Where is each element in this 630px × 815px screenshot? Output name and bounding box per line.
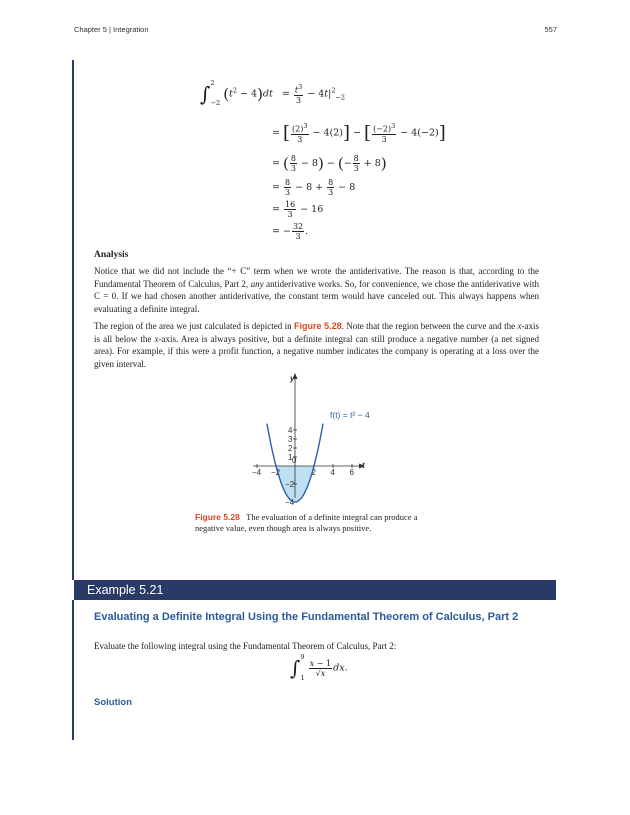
function-label: f(t) = t² − 4 [330, 410, 370, 420]
y-axis-name: y [290, 374, 295, 383]
solution-heading: Solution [94, 697, 132, 708]
x-tick-label: 6 [349, 468, 354, 477]
figure-reference-link[interactable]: Figure 5.28 [293, 321, 342, 331]
example-side-bar-2 [72, 600, 74, 740]
y-tick-label: 1 [288, 453, 293, 462]
x-tick-label: −2 [271, 468, 281, 477]
equation-line-6: = − $\frac{32}{3}$ . [272, 222, 309, 241]
region-paragraph: The region of the area we just calculated is depicted in Figure 5.28. Note that the region between the curve and the x-axis is all below the x-axis. Area is always positive, but a definite integral can still produce a negative number (a net signed area). For example, if this were a profit function, a negative number indicates the company is operating at a loss over the given interval. [94, 321, 539, 369]
y-tick-label: 3 [288, 435, 293, 444]
y-tick-label: 2 [288, 444, 293, 453]
chapter-header: Chapter 5 | Integration [74, 25, 149, 34]
x-tick-label: −4 [252, 468, 262, 477]
figure-label: Figure 5.28 [195, 512, 240, 522]
example-prompt: Evaluate the following integral using the Fundamental Theorem of Calculus, Part 2: [94, 641, 397, 651]
y-tick-label: −4 [285, 498, 295, 505]
equation-line-4: = $\frac{8}{3}$ − 8 + $\frac{8}{3}$ − 8 [272, 178, 356, 197]
page-number: 557 [544, 25, 557, 34]
example-side-bar [72, 60, 74, 580]
analysis-heading: Analysis [94, 250, 129, 260]
x-tick-label: 2 [311, 468, 316, 477]
example-header-bar [74, 580, 556, 600]
x-tick-label: 0 [292, 456, 297, 465]
figure-graph [248, 370, 378, 505]
x-tick-label: 4 [330, 468, 335, 477]
analysis-paragraph: Notice that we did not include the “+ C” term when we wrote the antiderivative. The reason is that, according to the Fundamental Theorem of Calculus, Part 2, any antiderivative works. So, for convenience, we chose the antiderivative with C = 0. If we had chosen another antiderivative, the constant term would have canceled out. This always happens when evaluating a definite integral. [94, 266, 539, 314]
equation-line-5: = $\frac{16}{3}$ − 16 [272, 200, 324, 219]
figure-caption: Figure 5.28 The evaluation of a definite integral can produce a negative value, even though area is always positive. [195, 512, 418, 533]
y-tick-label: 4 [288, 426, 293, 435]
equation-line-3: = ( $\frac{8}{3}$ − 8) − (− $\frac{8}{3}$ + 8) [272, 154, 387, 173]
example-title: Evaluating a Definite Integral Using the Fundamental Theorem of Calculus, Part 2 [94, 611, 519, 623]
x-axis-name: t [362, 461, 365, 470]
y-tick-label: −2 [285, 480, 295, 489]
equation-line-2: = [ $\frac{(2)^3}{3}$ − 4(2)] − [ $\frac{(-2)^3}{3}$ − 4(−2)] [272, 122, 446, 144]
equation-line-1: ∫$^2_{-2}$ $(t^2 - 4)dt$ = $\frac{t^3}{3}$ − $4t|^2_{-2}$ [200, 78, 346, 107]
example-integral: ∫$^9_1$ $\frac{x - 1}{√x}$ dx. [290, 652, 348, 682]
example-number: Example 5.21 [87, 583, 164, 597]
